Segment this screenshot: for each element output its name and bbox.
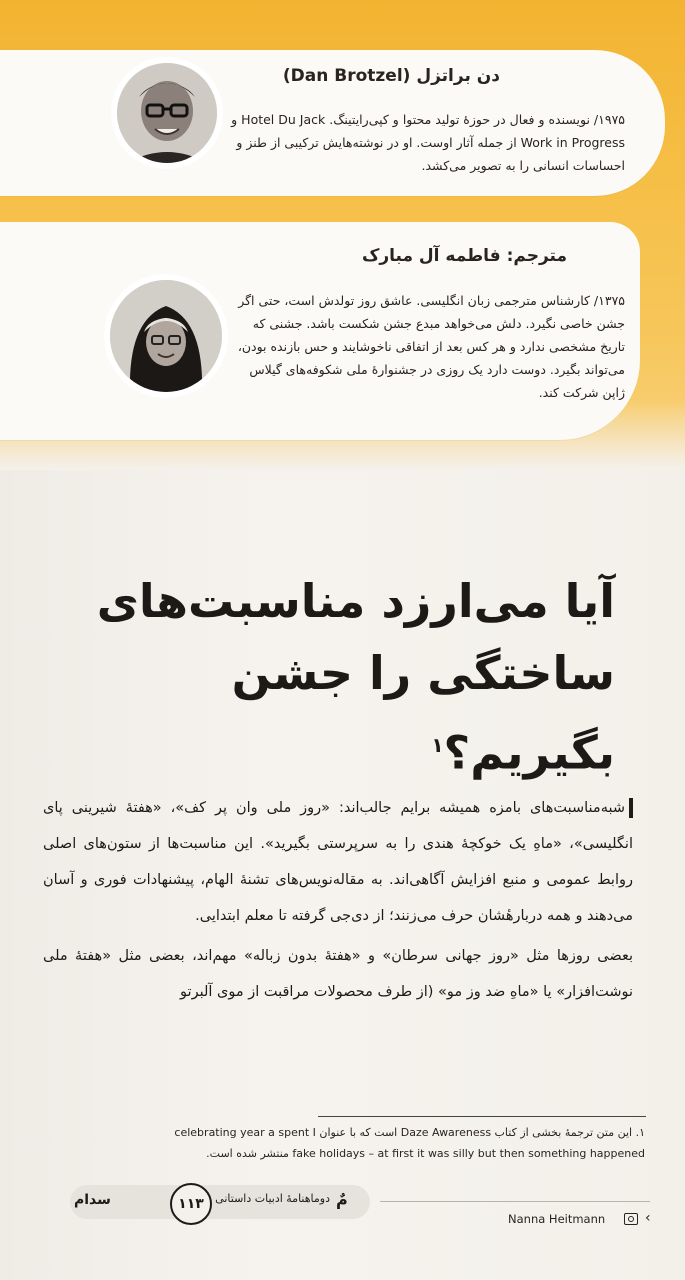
writer-bio: ۱۹۷۵/ نویسنده و فعال در حوزهٔ تولید محتوا و کپی‌رایتینگ. Hotel Du Jack و Work in Progress از جمله آثار اوست. او در نوشته‌هایش ترکیبی از طنز و احساسات انسانی را به تصویر می‌کشد. [231, 112, 625, 173]
title-footnote-mark: ۱ [431, 733, 444, 757]
article-paragraph [43, 790, 633, 934]
camera-icon [624, 1213, 638, 1225]
article-title-line1: آیا می‌ارزد مناسبت‌های [96, 574, 615, 628]
footer-divider [380, 1201, 650, 1202]
translator-bio: ۱۳۷۵/ کارشناس مترجمی زبان انگلیسی. عاشق روز تولدش است، حتی اگر جشن خاصی نگیرد. دلش می‌خواهد مبدع جشن شکست باشد. جشنی که تاریخ مشخصی ندارد و هر کس بعد از اتفاقی ناخوشایند و حس بازنده بودن، می‌تواند بگیرد. دوست دارد یک روزی در جشنوارهٔ ملی شکوفه‌های گیلاس ژاپن شرکت کند. [237, 293, 625, 400]
translator-portrait-icon [110, 280, 222, 392]
footnote-line-1: ۱. این متن ترجمهٔ بخشی از کتاب Daze Awareness است که با عنوان celebrating year a spent I [174, 1126, 645, 1139]
photo-credit: Nanna Heitmann [508, 1212, 606, 1226]
footnote-line-2: fake holidays – at first it was silly but then something happened منتشر شده است. [206, 1147, 645, 1160]
magazine-mark-icon: مٌ [336, 1190, 348, 1209]
article-title-line2: ساختگی را جشن بگیریم؟ [231, 646, 615, 780]
chevron-left-icon: ‹ [645, 1210, 651, 1226]
footnote-divider [318, 1116, 646, 1117]
translator-avatar [110, 280, 222, 392]
article-paragraph-2: بعضی روزها مثل «روز جهانی سرطان» و «هفتهٔ بدون زباله» مهم‌اند، بعضی مثل «هفتهٔ ملی نوشت‌افزار» یا «ماهِ ضد وز مو» (از طرف محصولات مراقبت از موی آلبرتو [43, 948, 633, 1000]
footnote [45, 1122, 645, 1164]
brand-logo: سدام [74, 1192, 111, 1208]
page-number: ۱۱۳ [170, 1183, 212, 1225]
article-title [55, 565, 615, 788]
article-body [43, 790, 633, 1014]
translator-name: مترجم: فاطمه آل مبارک [361, 246, 567, 266]
writer-name: دن براتزل (Dan Brotzel) [282, 66, 500, 86]
paragraph-marker [629, 798, 633, 818]
article-title-line2-wrap [55, 637, 615, 788]
article-paragraph-1: شبه‌مناسبت‌های بامزه همیشه برایم جالب‌اند: «روز ملی وان پر کف»، «هفتهٔ شیرینی پای انگلیسی»، «ماهِ یک خوکچهٔ هندی را به سرپرستی بگیرید». این مناسبت‌ها از ستون‌های اصلی روابط عمومی و منبع افزایش آگاهی‌اند. به مقاله‌نویس‌های تشنهٔ الهام، پیشنهادات فوری و آسان می‌دهند و همه دربارهٔشان حرف می‌زنند؛ از دی‌جی گرفته تا معلم ابتدایی. [43, 800, 633, 924]
magazine-name: دوماهنامهٔ ادبیات داستانی [215, 1192, 330, 1205]
